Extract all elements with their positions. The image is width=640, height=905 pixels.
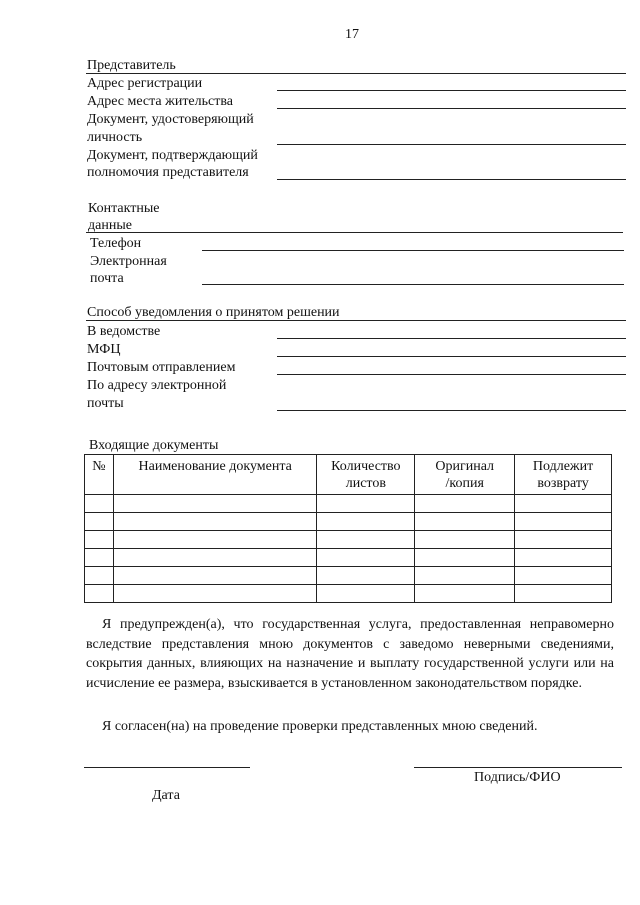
signature-label: Подпись/ФИО bbox=[474, 770, 561, 785]
table-cell[interactable] bbox=[515, 531, 612, 549]
table-cell[interactable] bbox=[113, 531, 317, 549]
notify-post-label: Почтовым отправлением bbox=[87, 360, 236, 375]
notify-post-field[interactable] bbox=[277, 374, 626, 375]
table-cell[interactable] bbox=[317, 531, 415, 549]
table-cell[interactable] bbox=[317, 495, 415, 513]
contacts-heading-line1: Контактные bbox=[88, 201, 160, 216]
table-cell[interactable] bbox=[85, 495, 114, 513]
col-header-number: № bbox=[85, 455, 114, 495]
authority-document-label-line2: полномочия представителя bbox=[87, 165, 249, 180]
table-row bbox=[85, 585, 612, 603]
table-cell[interactable] bbox=[317, 513, 415, 531]
table-cell[interactable] bbox=[415, 513, 515, 531]
email-label-line2: почта bbox=[90, 271, 124, 286]
table-cell[interactable] bbox=[85, 585, 114, 603]
date-label: Дата bbox=[152, 788, 180, 803]
col-header-sheet-count: Количество листов bbox=[317, 455, 415, 495]
table-cell[interactable] bbox=[113, 513, 317, 531]
signature-field[interactable] bbox=[414, 767, 622, 768]
table-cell[interactable] bbox=[415, 567, 515, 585]
col-header-document-name: Наименование документа bbox=[113, 455, 317, 495]
identity-document-label-line2: личность bbox=[87, 130, 143, 145]
table-row bbox=[85, 495, 612, 513]
email-label-line1: Электронная bbox=[90, 254, 167, 269]
table-cell[interactable] bbox=[515, 549, 612, 567]
authority-document-field[interactable] bbox=[277, 179, 626, 180]
table-cell[interactable] bbox=[415, 495, 515, 513]
registration-address-field[interactable] bbox=[277, 90, 626, 91]
warning-paragraph: Я предупрежден(а), что государственная услуга, предоставленная неправомерно вследствие представления мною документов с заведомо неверными сведениями, сокрытия данных, влияющих на назначение и выплату государственной услуги или на исчисление ее размера, взыскивается в установленном законодательством порядке. bbox=[86, 617, 614, 691]
heading-underline bbox=[86, 73, 626, 74]
notify-mfc-label: МФЦ bbox=[87, 342, 121, 357]
table-row bbox=[85, 513, 612, 531]
table-cell[interactable] bbox=[317, 567, 415, 585]
col-header-original-copy: Оригинал /копия bbox=[415, 455, 515, 495]
residence-address-field[interactable] bbox=[277, 108, 626, 109]
notification-underline bbox=[86, 320, 626, 321]
table-cell[interactable] bbox=[85, 531, 114, 549]
notify-email-field[interactable] bbox=[277, 410, 626, 411]
incoming-docs-table bbox=[84, 454, 612, 603]
col-header-returnable: Подлежит возврату bbox=[515, 455, 612, 495]
table-cell[interactable] bbox=[415, 549, 515, 567]
notify-in-agency-label: В ведомстве bbox=[87, 324, 161, 339]
incoming-docs-heading: Входящие документы bbox=[89, 438, 219, 453]
table-header-row bbox=[85, 455, 612, 495]
table-cell[interactable] bbox=[317, 549, 415, 567]
table-row bbox=[85, 549, 612, 567]
table-cell[interactable] bbox=[515, 513, 612, 531]
authority-document-label-line1: Документ, подтверждающий bbox=[87, 148, 258, 163]
table-cell[interactable] bbox=[515, 585, 612, 603]
table-cell[interactable] bbox=[85, 549, 114, 567]
email-field[interactable] bbox=[202, 284, 624, 285]
table-cell[interactable] bbox=[415, 585, 515, 603]
notify-mfc-field[interactable] bbox=[277, 356, 626, 357]
table-cell[interactable] bbox=[317, 585, 415, 603]
table-cell[interactable] bbox=[515, 495, 612, 513]
residence-address-label: Адрес места жительства bbox=[87, 94, 233, 109]
notification-heading: Способ уведомления о принятом решении bbox=[87, 305, 340, 320]
phone-label: Телефон bbox=[90, 236, 142, 251]
notify-email-label-line2: почты bbox=[87, 396, 124, 411]
table-row bbox=[85, 531, 612, 549]
notify-email-label-line1: По адресу электронной bbox=[87, 378, 227, 393]
table-cell[interactable] bbox=[113, 567, 317, 585]
table-row bbox=[85, 567, 612, 585]
contacts-heading-line2: данные bbox=[88, 218, 132, 233]
representative-heading: Представитель bbox=[87, 58, 176, 73]
table-cell[interactable] bbox=[113, 495, 317, 513]
table-cell[interactable] bbox=[515, 567, 612, 585]
date-field[interactable] bbox=[84, 767, 250, 768]
contacts-underline bbox=[86, 232, 623, 233]
notify-in-agency-field[interactable] bbox=[277, 338, 626, 339]
table-cell[interactable] bbox=[85, 567, 114, 585]
table-cell[interactable] bbox=[113, 585, 317, 603]
identity-document-label-line1: Документ, удостоверяющий bbox=[87, 112, 254, 127]
consent-text: Я согласен(на) на проведение проверки представленных мною сведений. bbox=[102, 719, 538, 734]
table-cell[interactable] bbox=[113, 549, 317, 567]
table-cell[interactable] bbox=[415, 531, 515, 549]
table-cell[interactable] bbox=[85, 513, 114, 531]
identity-document-field[interactable] bbox=[277, 144, 626, 145]
phone-field[interactable] bbox=[202, 250, 624, 251]
registration-address-label: Адрес регистрации bbox=[87, 76, 203, 91]
page-number: 17 bbox=[345, 27, 359, 42]
